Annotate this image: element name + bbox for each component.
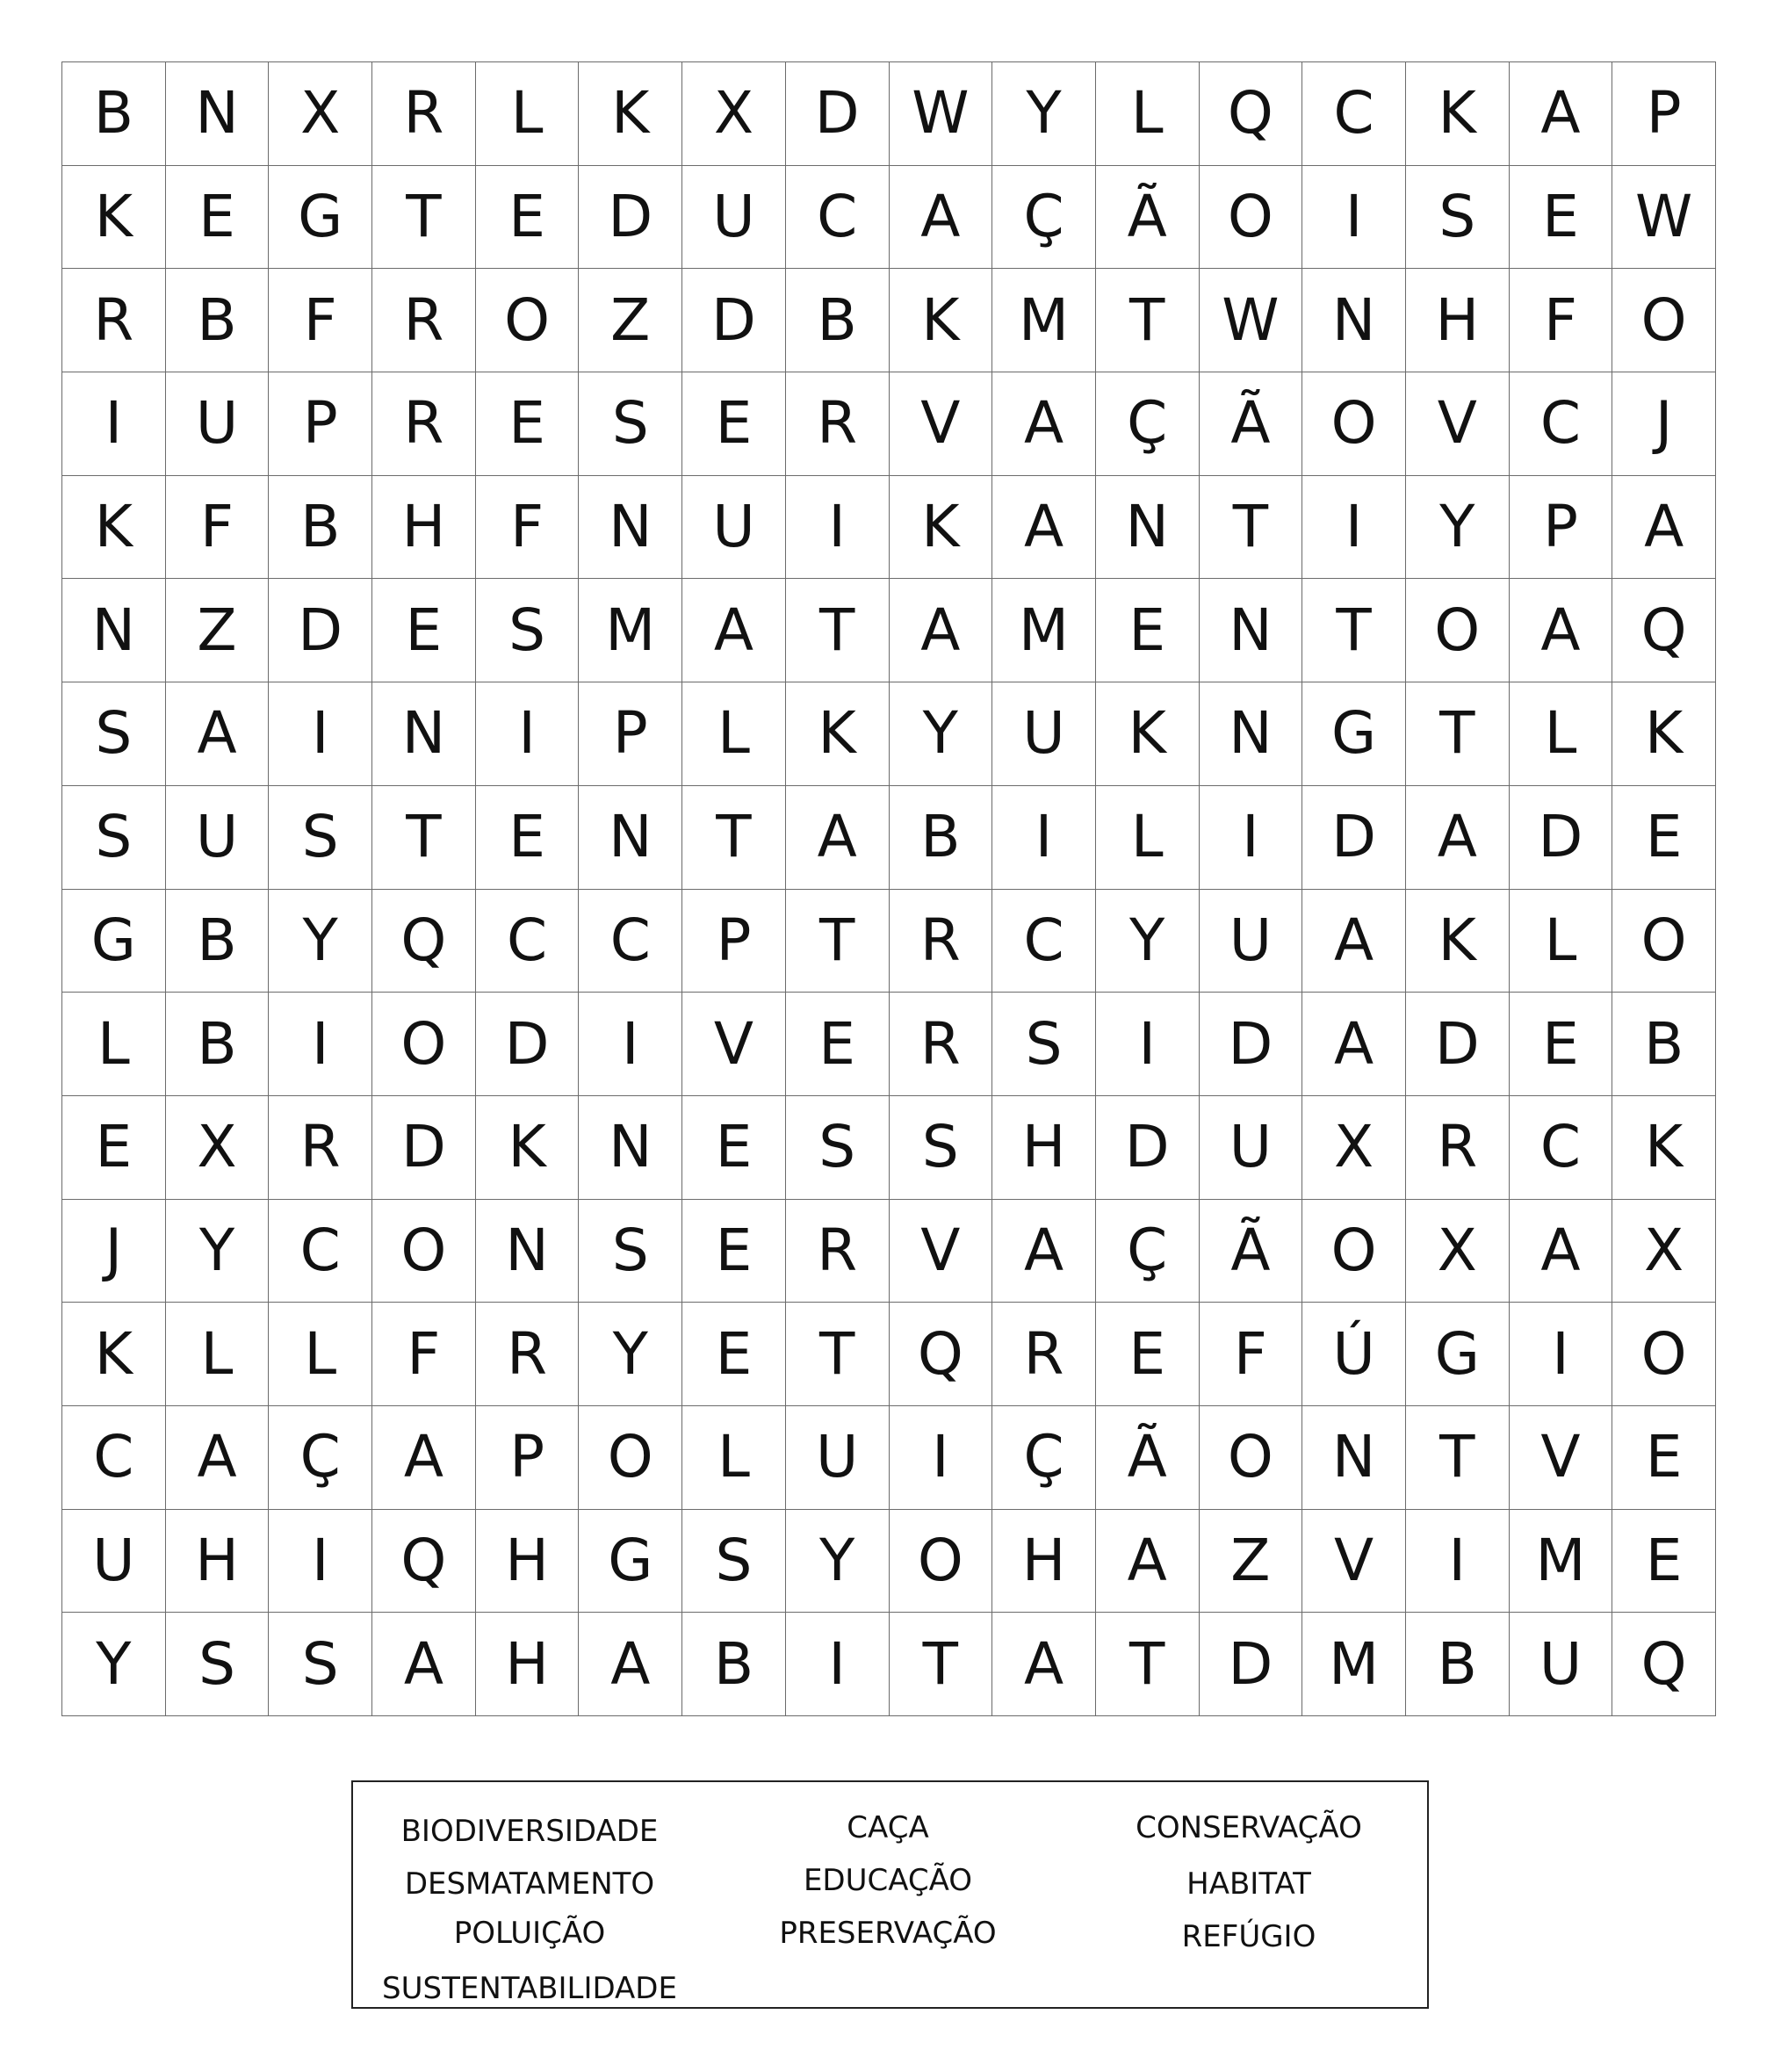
grid-cell: N <box>1302 269 1406 372</box>
grid-cell: M <box>1302 1613 1406 1716</box>
word-list-item: DESMATAMENTO <box>404 1866 655 1902</box>
grid-cell: K <box>890 476 993 580</box>
grid-cell: A <box>1510 1200 1613 1303</box>
grid-cell: Q <box>1612 1613 1716 1716</box>
grid-cell: E <box>166 166 270 270</box>
grid-cell: Ç <box>1096 1200 1200 1303</box>
grid-cell: A <box>992 372 1096 476</box>
grid-cell: F <box>166 476 270 580</box>
grid-cell: M <box>992 269 1096 372</box>
grid-cell: K <box>1406 890 1510 993</box>
grid-cell: N <box>166 62 270 166</box>
grid-cell: Z <box>579 269 682 372</box>
grid-cell: M <box>1510 1510 1613 1614</box>
grid-cell: R <box>890 890 993 993</box>
grid-cell: R <box>786 1200 890 1303</box>
grid-cell: A <box>1302 993 1406 1096</box>
grid-cell: Y <box>579 1303 682 1406</box>
grid-cell: U <box>166 786 270 890</box>
grid-cell: K <box>62 1303 166 1406</box>
word-list-item: POLUIÇÃO <box>453 1916 606 1951</box>
grid-cell: U <box>1510 1613 1613 1716</box>
grid-cell: U <box>682 166 786 270</box>
grid-cell: L <box>1510 682 1613 786</box>
grid-cell: U <box>166 372 270 476</box>
grid-cell: A <box>890 579 993 682</box>
grid-cell: R <box>372 372 476 476</box>
grid-cell: Ã <box>1200 372 1303 476</box>
grid-cell: H <box>372 476 476 580</box>
grid-cell: T <box>786 1303 890 1406</box>
grid-cell: I <box>786 476 890 580</box>
grid-cell: S <box>166 1613 270 1716</box>
grid-cell: S <box>786 1096 890 1200</box>
grid-cell: P <box>1612 62 1716 166</box>
grid-cell: O <box>1406 579 1510 682</box>
grid-cell: W <box>1612 166 1716 270</box>
word-list-item: PRESERVAÇÃO <box>779 1916 997 1951</box>
grid-cell: E <box>1510 993 1613 1096</box>
grid-cell: E <box>62 1096 166 1200</box>
grid-cell: T <box>1406 682 1510 786</box>
grid-cell: E <box>1510 166 1613 270</box>
grid-cell: L <box>1096 786 1200 890</box>
grid-cell: S <box>579 1200 682 1303</box>
grid-cell: C <box>1510 1096 1613 1200</box>
grid-cell: B <box>166 269 270 372</box>
grid-cell: L <box>1096 62 1200 166</box>
grid-cell: U <box>1200 1096 1303 1200</box>
grid-cell: G <box>579 1510 682 1614</box>
grid-cell: Ç <box>992 1406 1096 1510</box>
grid-cell: T <box>786 890 890 993</box>
grid-cell: Y <box>890 682 993 786</box>
grid-cell: I <box>1096 993 1200 1096</box>
grid-cell: Y <box>992 62 1096 166</box>
grid-cell: D <box>1200 993 1303 1096</box>
grid-cell: E <box>476 372 580 476</box>
grid-cell: H <box>992 1510 1096 1614</box>
grid-cell: D <box>579 166 682 270</box>
grid-cell: R <box>476 1303 580 1406</box>
grid-cell: N <box>1200 682 1303 786</box>
grid-cell: O <box>1612 1303 1716 1406</box>
grid-cell: H <box>1406 269 1510 372</box>
grid-cell: C <box>62 1406 166 1510</box>
grid-cell: A <box>372 1406 476 1510</box>
grid-cell: N <box>62 579 166 682</box>
grid-cell: Ç <box>269 1406 372 1510</box>
grid-cell: Q <box>372 1510 476 1614</box>
grid-cell: K <box>1406 62 1510 166</box>
word-list-item: REFÚGIO <box>1181 1919 1316 1954</box>
grid-cell: I <box>1406 1510 1510 1614</box>
grid-cell: E <box>1612 1510 1716 1614</box>
grid-cell: R <box>269 1096 372 1200</box>
word-list-item: HABITAT <box>1186 1866 1311 1902</box>
grid-cell: E <box>786 993 890 1096</box>
grid-cell: N <box>372 682 476 786</box>
grid-cell: M <box>579 579 682 682</box>
grid-cell: S <box>269 1613 372 1716</box>
grid-cell: Q <box>890 1303 993 1406</box>
grid-cell: Q <box>1612 579 1716 682</box>
grid-cell: I <box>62 372 166 476</box>
grid-cell: N <box>579 786 682 890</box>
grid-cell: S <box>62 682 166 786</box>
grid-cell: B <box>166 890 270 993</box>
grid-cell: K <box>62 476 166 580</box>
grid-cell: A <box>992 1613 1096 1716</box>
grid-cell: W <box>1200 269 1303 372</box>
grid-cell: E <box>682 372 786 476</box>
grid-cell: D <box>682 269 786 372</box>
grid-cell: C <box>579 890 682 993</box>
grid-cell: B <box>682 1613 786 1716</box>
grid-cell: Y <box>1096 890 1200 993</box>
grid-cell: G <box>1406 1303 1510 1406</box>
grid-cell: U <box>682 476 786 580</box>
grid-cell: B <box>890 786 993 890</box>
grid-cell: K <box>786 682 890 786</box>
grid-cell: O <box>372 1200 476 1303</box>
grid-cell: Q <box>1200 62 1303 166</box>
grid-cell: Ã <box>1096 166 1200 270</box>
grid-cell: S <box>992 993 1096 1096</box>
grid-cell: F <box>476 476 580 580</box>
grid-cell: E <box>1096 1303 1200 1406</box>
grid-cell: I <box>269 993 372 1096</box>
grid-cell: H <box>476 1613 580 1716</box>
grid-cell: A <box>786 786 890 890</box>
grid-cell: R <box>786 372 890 476</box>
grid-cell: A <box>166 1406 270 1510</box>
grid-cell: Y <box>166 1200 270 1303</box>
grid-cell: K <box>890 269 993 372</box>
grid-cell: L <box>166 1303 270 1406</box>
grid-cell: V <box>890 372 993 476</box>
grid-cell: T <box>682 786 786 890</box>
grid-cell: U <box>786 1406 890 1510</box>
grid-cell: U <box>1200 890 1303 993</box>
grid-cell: S <box>890 1096 993 1200</box>
grid-cell: E <box>682 1200 786 1303</box>
word-list-item: BIODIVERSIDADE <box>400 1814 659 1849</box>
grid-cell: T <box>1302 579 1406 682</box>
grid-cell: O <box>476 269 580 372</box>
grid-cell: V <box>890 1200 993 1303</box>
grid-cell: K <box>62 166 166 270</box>
grid-cell: S <box>1406 166 1510 270</box>
grid-cell: O <box>372 993 476 1096</box>
word-list <box>351 1780 1429 2009</box>
grid-cell: T <box>372 166 476 270</box>
grid-cell: P <box>269 372 372 476</box>
grid-cell: A <box>1302 890 1406 993</box>
grid-cell: I <box>1510 1303 1613 1406</box>
grid-cell: D <box>1200 1613 1303 1716</box>
grid-cell: P <box>1510 476 1613 580</box>
grid-cell: K <box>1096 682 1200 786</box>
grid-cell: X <box>269 62 372 166</box>
grid-cell: N <box>579 476 682 580</box>
grid-cell: T <box>372 786 476 890</box>
grid-cell: V <box>682 993 786 1096</box>
grid-cell: A <box>579 1613 682 1716</box>
grid-cell: E <box>1096 579 1200 682</box>
grid-cell: D <box>476 993 580 1096</box>
grid-cell: A <box>372 1613 476 1716</box>
grid-cell: D <box>1096 1096 1200 1200</box>
grid-cell: F <box>372 1303 476 1406</box>
grid-cell: I <box>786 1613 890 1716</box>
grid-cell: W <box>890 62 993 166</box>
grid-cell: C <box>1302 62 1406 166</box>
grid-cell: B <box>62 62 166 166</box>
grid-cell: R <box>890 993 993 1096</box>
grid-cell: R <box>372 269 476 372</box>
grid-cell: S <box>269 786 372 890</box>
grid-cell: X <box>166 1096 270 1200</box>
grid-cell: P <box>682 890 786 993</box>
grid-cell: F <box>1510 269 1613 372</box>
grid-cell: D <box>786 62 890 166</box>
grid-cell: Y <box>62 1613 166 1716</box>
grid-cell: A <box>890 166 993 270</box>
grid-cell: E <box>476 166 580 270</box>
grid-cell: L <box>62 993 166 1096</box>
grid-cell: S <box>476 579 580 682</box>
grid-cell: O <box>890 1510 993 1614</box>
grid-cell: Y <box>786 1510 890 1614</box>
grid-cell: L <box>682 682 786 786</box>
grid-cell: X <box>682 62 786 166</box>
grid-cell: T <box>1200 476 1303 580</box>
grid-cell: F <box>1200 1303 1303 1406</box>
grid-cell: I <box>1200 786 1303 890</box>
grid-cell: D <box>372 1096 476 1200</box>
grid-cell: Y <box>1406 476 1510 580</box>
grid-cell: V <box>1302 1510 1406 1614</box>
grid-cell: A <box>166 682 270 786</box>
grid-cell: D <box>1406 993 1510 1096</box>
grid-cell: Z <box>166 579 270 682</box>
grid-cell: I <box>992 786 1096 890</box>
grid-cell: C <box>992 890 1096 993</box>
grid-cell: N <box>1096 476 1200 580</box>
word-list-item: CAÇA <box>847 1810 929 1845</box>
grid-cell: T <box>890 1613 993 1716</box>
grid-cell: S <box>62 786 166 890</box>
grid-cell: N <box>1200 579 1303 682</box>
grid-cell: X <box>1406 1200 1510 1303</box>
grid-cell: Ã <box>1096 1406 1200 1510</box>
grid-cell: D <box>1510 786 1613 890</box>
grid-cell: B <box>1612 993 1716 1096</box>
grid-cell: I <box>1302 166 1406 270</box>
grid-cell: G <box>62 890 166 993</box>
grid-cell: T <box>786 579 890 682</box>
grid-cell: L <box>476 62 580 166</box>
grid-cell: T <box>1096 1613 1200 1716</box>
grid-cell: I <box>269 682 372 786</box>
grid-cell: N <box>476 1200 580 1303</box>
grid-cell: A <box>1510 62 1613 166</box>
grid-cell: K <box>579 62 682 166</box>
grid-cell: I <box>579 993 682 1096</box>
grid-cell: D <box>1302 786 1406 890</box>
grid-cell: E <box>1612 786 1716 890</box>
grid-cell: R <box>992 1303 1096 1406</box>
grid-cell: Z <box>1200 1510 1303 1614</box>
grid-cell: E <box>682 1096 786 1200</box>
grid-cell: K <box>476 1096 580 1200</box>
grid-cell: V <box>1510 1406 1613 1510</box>
grid-cell: R <box>372 62 476 166</box>
grid-cell: H <box>992 1096 1096 1200</box>
grid-cell: C <box>269 1200 372 1303</box>
grid-cell: I <box>1302 476 1406 580</box>
grid-cell: J <box>1612 372 1716 476</box>
grid-cell: A <box>682 579 786 682</box>
grid-cell: O <box>1200 166 1303 270</box>
grid-cell: S <box>579 372 682 476</box>
grid-cell: E <box>372 579 476 682</box>
grid-cell: B <box>786 269 890 372</box>
grid-cell: D <box>269 579 372 682</box>
grid-cell: I <box>269 1510 372 1614</box>
word-list-item: CONSERVAÇÃO <box>1136 1810 1362 1845</box>
grid-cell: V <box>1406 372 1510 476</box>
grid-cell: Ç <box>992 166 1096 270</box>
grid-cell: G <box>1302 682 1406 786</box>
grid-cell: C <box>786 166 890 270</box>
grid-cell: B <box>269 476 372 580</box>
grid-cell: O <box>1612 269 1716 372</box>
grid-cell: O <box>1612 890 1716 993</box>
grid-cell: A <box>1096 1510 1200 1614</box>
grid-cell: R <box>1406 1096 1510 1200</box>
grid-cell: A <box>1510 579 1613 682</box>
grid-cell: A <box>1406 786 1510 890</box>
grid-cell: I <box>890 1406 993 1510</box>
grid-cell: T <box>1406 1406 1510 1510</box>
grid-cell: L <box>269 1303 372 1406</box>
grid-cell: Ç <box>1096 372 1200 476</box>
grid-cell: O <box>1302 372 1406 476</box>
grid-cell: A <box>1612 476 1716 580</box>
grid-cell: Q <box>372 890 476 993</box>
grid-cell: A <box>992 476 1096 580</box>
grid-cell: L <box>682 1406 786 1510</box>
word-list-item: EDUCAÇÃO <box>803 1863 973 1898</box>
grid-cell: K <box>1612 682 1716 786</box>
grid-cell: M <box>992 579 1096 682</box>
grid-cell: N <box>579 1096 682 1200</box>
grid-cell: T <box>1096 269 1200 372</box>
grid-cell: I <box>476 682 580 786</box>
grid-cell: P <box>579 682 682 786</box>
grid-cell: E <box>1612 1406 1716 1510</box>
grid-cell: C <box>1510 372 1613 476</box>
grid-cell: P <box>476 1406 580 1510</box>
grid-cell: B <box>166 993 270 1096</box>
word-search-grid <box>61 61 1716 1716</box>
grid-cell: E <box>476 786 580 890</box>
word-list-item: SUSTENTABILIDADE <box>382 1971 677 2006</box>
grid-cell: X <box>1302 1096 1406 1200</box>
grid-cell: H <box>166 1510 270 1614</box>
grid-cell: G <box>269 166 372 270</box>
grid-cell: L <box>1510 890 1613 993</box>
grid-cell: R <box>62 269 166 372</box>
grid-cell: Y <box>269 890 372 993</box>
grid-cell: U <box>992 682 1096 786</box>
grid-cell: F <box>269 269 372 372</box>
grid-cell: E <box>682 1303 786 1406</box>
grid-cell: O <box>579 1406 682 1510</box>
grid-cell: Ú <box>1302 1303 1406 1406</box>
grid-cell: Ã <box>1200 1200 1303 1303</box>
grid-cell: O <box>1302 1200 1406 1303</box>
grid-cell: C <box>476 890 580 993</box>
grid-cell: H <box>476 1510 580 1614</box>
grid-cell: S <box>682 1510 786 1614</box>
grid-cell: O <box>1200 1406 1303 1510</box>
grid-cell: A <box>992 1200 1096 1303</box>
grid-cell: B <box>1406 1613 1510 1716</box>
grid-cell: J <box>62 1200 166 1303</box>
grid-cell: K <box>1612 1096 1716 1200</box>
grid-cell: U <box>62 1510 166 1614</box>
grid-cell: X <box>1612 1200 1716 1303</box>
grid-cell: N <box>1302 1406 1406 1510</box>
